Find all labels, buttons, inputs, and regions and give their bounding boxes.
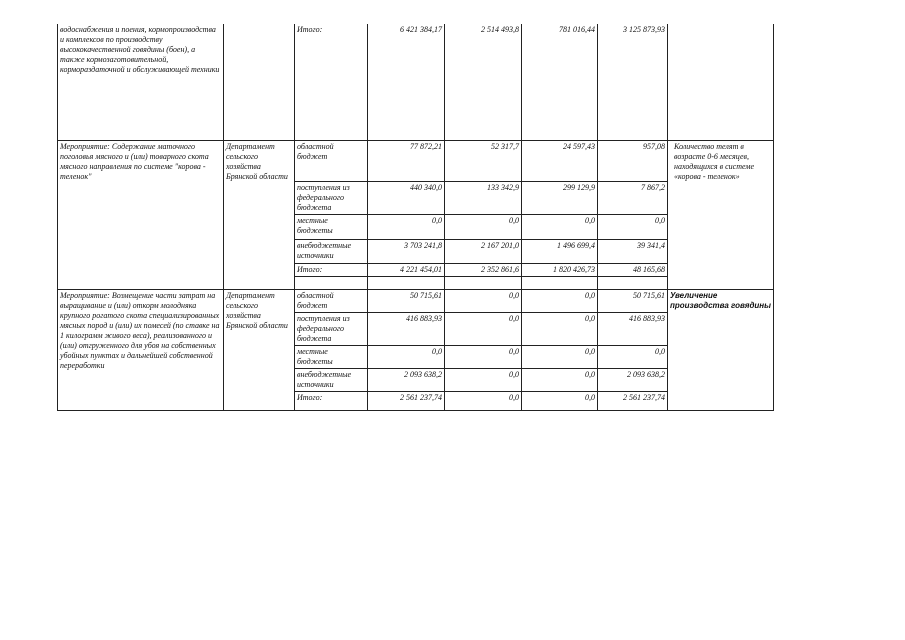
value-cell: 0,0 [368,214,445,239]
value-cell: 1 820 426,73 [522,263,598,276]
value-cell [445,276,522,289]
value-cell: 0,0 [598,345,668,368]
source-cell: местные бюджеты [295,214,368,239]
value-cell: 50 715,61 [368,289,445,312]
value-cell: 0,0 [522,214,598,239]
value-cell: 0,0 [522,391,598,410]
value-cell: 0,0 [445,345,522,368]
source-cell: Итого: [295,24,368,140]
value-cell: 3 703 241,8 [368,239,445,263]
value-cell: 4 221 454,01 [368,263,445,276]
value-cell: 0,0 [445,312,522,345]
value-cell: 52 317,7 [445,140,522,181]
executor-cell: Департамент сельского хозяйства Брянской области [224,289,295,410]
value-cell [598,276,668,289]
table-row [58,24,774,140]
value-cell: 2 093 638,2 [368,368,445,391]
value-cell: 440 340,0 [368,181,445,214]
value-cell: 0,0 [522,289,598,312]
value-cell: 2 561 237,74 [368,391,445,410]
budget-table [57,24,774,411]
value-cell: 0,0 [445,289,522,312]
value-cell: 6 421 384,17 [368,24,445,140]
result-cell: Увеличение производства говядины [668,289,774,410]
source-cell [295,276,368,289]
executor-cell: Департамент сельского хозяйства Брянской области [224,140,295,289]
value-cell: 50 715,61 [598,289,668,312]
value-cell: 77 872,21 [368,140,445,181]
value-cell: 0,0 [445,214,522,239]
value-cell: 0,0 [598,214,668,239]
value-cell: 2 167 201,0 [445,239,522,263]
result-cell [668,24,774,140]
value-cell: 133 342,9 [445,181,522,214]
source-cell: Итого: [295,263,368,276]
result-cell: Количество телят в возрасте 0-6 месяцев, находящихся в системе «корова - теленок» [668,140,774,289]
executor-cell [224,24,295,140]
value-cell: 39 341,4 [598,239,668,263]
source-cell: поступления из федерального бюджета [295,312,368,345]
source-cell: внебюджетные источники [295,239,368,263]
table-row [58,289,774,312]
source-cell: поступления из федерального бюджета [295,181,368,214]
value-cell [368,276,445,289]
value-cell: 0,0 [522,368,598,391]
event-cell: Мероприятие: Возмещение части затрат на выращивание и (или) откорм молодняка крупного рогатого скота специализированных мясных пород и (или) их помесей (по ставке на 1 килограмм живого веса), реализованного и (или) отгруженного для убоя на собственных убойных пунктах и дальнейшей собственной переработки [58,289,224,410]
value-cell: 7 867,2 [598,181,668,214]
value-cell: 416 883,93 [598,312,668,345]
source-cell: областной бюджет [295,140,368,181]
value-cell: 2 093 638,2 [598,368,668,391]
value-cell: 781 016,44 [522,24,598,140]
event-cell: водоснабжения и поения, кормопроизводства и комплексов по производству высококачественной говядины (боен), а также кормозаготовительной, кормораздаточной и обслуживающей техники [58,24,224,140]
source-cell: областной бюджет [295,289,368,312]
value-cell: 2 352 861,6 [445,263,522,276]
value-cell: 957,08 [598,140,668,181]
value-cell: 2 514 493,8 [445,24,522,140]
value-cell: 48 165,68 [598,263,668,276]
value-cell: 0,0 [522,312,598,345]
value-cell: 1 496 699,4 [522,239,598,263]
value-cell: 0,0 [445,391,522,410]
source-cell: внебюджетные источники [295,368,368,391]
source-cell: местные бюджеты [295,345,368,368]
value-cell [522,276,598,289]
table-row [58,140,774,181]
value-cell: 299 129,9 [522,181,598,214]
event-cell: Мероприятие: Содержание маточного поголовья мясного и (или) товарного скота мясного направления по системе "корова - теленок" [58,140,224,289]
value-cell: 24 597,43 [522,140,598,181]
value-cell: 416 883,93 [368,312,445,345]
value-cell: 0,0 [445,368,522,391]
value-cell: 2 561 237,74 [598,391,668,410]
value-cell: 0,0 [368,345,445,368]
value-cell: 0,0 [522,345,598,368]
value-cell: 3 125 873,93 [598,24,668,140]
source-cell: Итого: [295,391,368,410]
